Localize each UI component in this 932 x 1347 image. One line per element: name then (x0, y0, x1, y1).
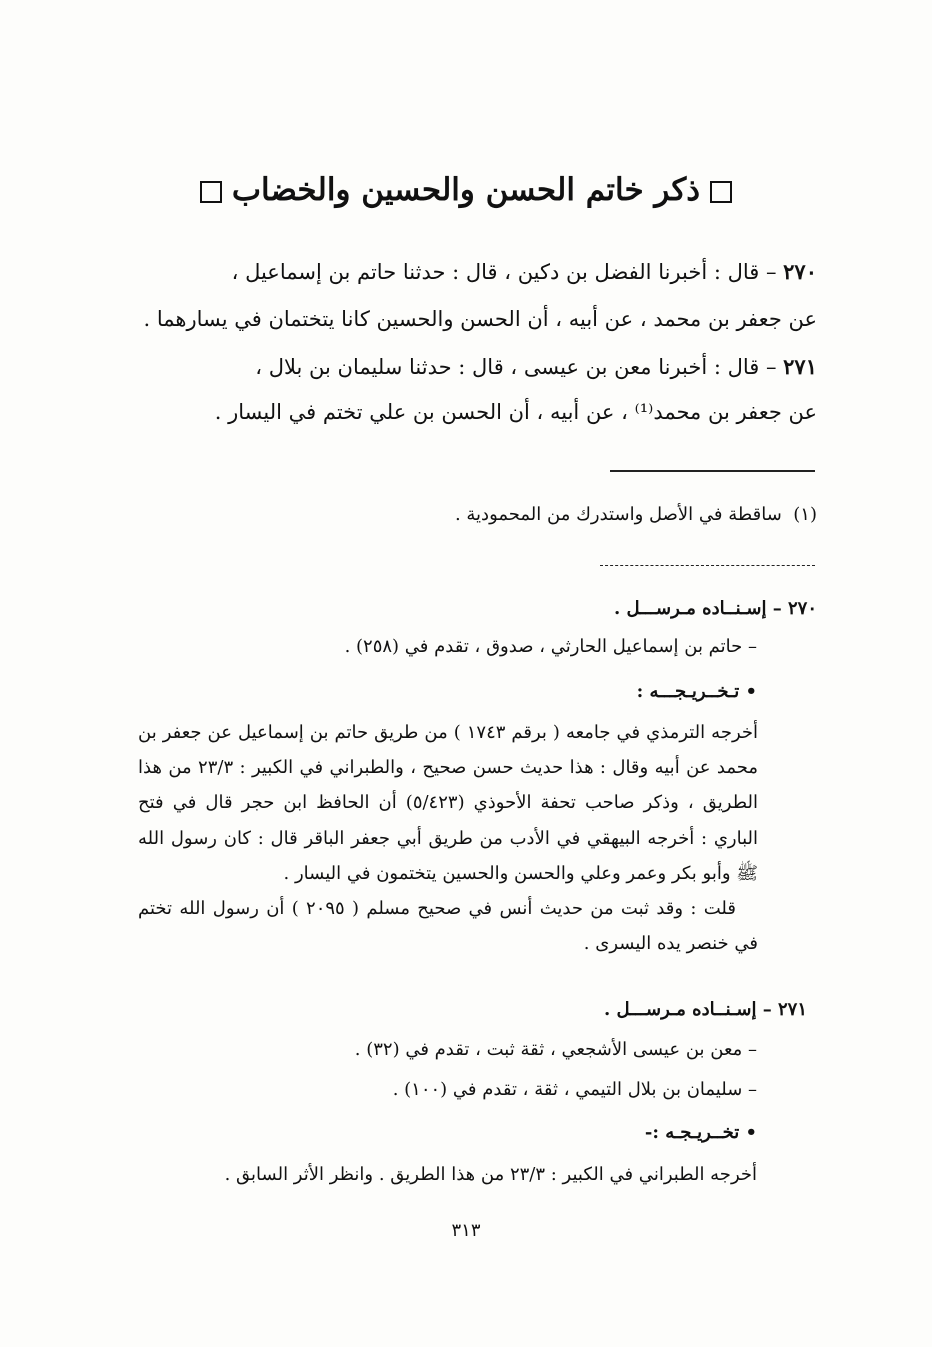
hadith-text: – قال : أخبرنا معن بن عيسى ، قال : حدثنا سليمان بن بلال ، (255, 355, 784, 379)
chapter-title-text: ذكر خاتم الحسن والحسين والخضاب (231, 172, 701, 208)
hadith-number: ٢٧٠ (783, 259, 817, 284)
hadith-number: ٢٧١ (783, 354, 817, 379)
footnote-separator (610, 470, 815, 472)
square-ornament-icon (710, 181, 732, 203)
hadith-270-line-1 (232, 255, 817, 289)
takhrij-heading-271: • تخــريـجـه :- (644, 1122, 757, 1143)
chapter-title (0, 168, 932, 212)
square-ornament-icon (200, 181, 222, 203)
narrator-note: – سليمان بن بلال التيمي ، ثقة ، تقدم في (١٠٠) . (392, 1079, 757, 1100)
section-separator (600, 565, 815, 566)
takhrij-heading-270: • تـخــريـجـــه : (636, 681, 757, 702)
hadith-271-line-1 (255, 350, 817, 384)
narrator-note: – حاتم بن إسماعيل الحارثي ، صدوق ، تقدم في (٢٥٨) . (344, 636, 757, 657)
page-number: ٣١٣ (451, 1220, 481, 1241)
isnad-heading-271: ٢٧١ – إسـنــاده مـرســـل . (604, 999, 807, 1020)
takhrij-paragraph: أخرجه الترمذي في جامعه ( برقم ١٧٤٣ ) من طريق حاتم بن إسماعيل عن جعفر بن محمد عن أبيه وقال : هذا حديث حسن صحيح ، والطبراني في الكبير : ٢٣/٣ من هذا الطريق ، وذكر صاحب تحفة الأحوذي (٥/٤٢٣) أن الحافظ ابن حجر قال في فتح الباري : أخرجه البيهقي في الأدب من طريق أبي جعفر الباقر قال : كان رسول الله ﷺ وأبو بكر وعمر وعلي والحسن والحسين يتختمون في اليسار . (138, 722, 759, 884)
footnote-text: ساقطة في الأصل واستدرك من المحمودية . (454, 504, 782, 525)
footnote (455, 500, 817, 530)
isnad-heading-270: ٢٧٠ – إسـنــاده مـرســـل . (614, 598, 817, 619)
qultu-paragraph: قلت : وقد ثبت من حديث أنس في صحيح مسلم ( ٢٠٩٥ ) أن رسول الله تختم في خنصر يده اليسرى . (138, 898, 758, 955)
footnote-marker: (١) (793, 504, 817, 525)
takhrij-body-270 (138, 715, 758, 961)
narrator-note: – معن بن عيسى الأشجعي ، ثقة ثبت ، تقدم في (٣٢) . (354, 1039, 757, 1060)
hadith-271-line-2: عن جعفر بن محمد⁽¹⁾ ، عن أبيه ، أن الحسن بن علي تختم في اليسار . (214, 400, 817, 424)
hadith-270-line-2: عن جعفر بن محمد ، عن أبيه ، أن الحسن والحسين كانا يتختمان في يسارهما . (143, 307, 817, 331)
hadith-text: – قال : أخبرنا الفضل بن دكين ، قال : حدثنا حاتم بن إسماعيل ، (231, 260, 784, 284)
takhrij-body-271: أخرجه الطبراني في الكبير : ٢٣/٣ من هذا الطريق . وانظر الأثر السابق . (224, 1164, 757, 1185)
